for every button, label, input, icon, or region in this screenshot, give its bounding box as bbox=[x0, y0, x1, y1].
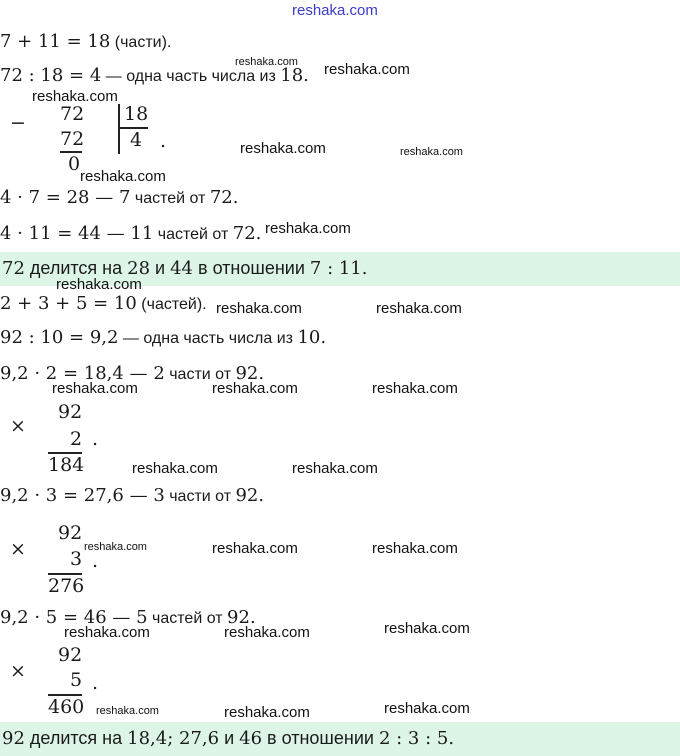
watermark: reshaka.com bbox=[265, 220, 351, 237]
mult2-top: 92 bbox=[58, 522, 83, 544]
answer-text-2: 92 делится на 18,4; 27,6 и 46 в отношении 2 : 3 : 5. bbox=[2, 728, 455, 749]
mult1-top: 92 bbox=[58, 401, 83, 423]
division-subtrahend: 72 bbox=[60, 128, 85, 150]
watermark: reshaka.com bbox=[235, 56, 298, 68]
mult3-sign: × bbox=[10, 660, 26, 682]
watermark: reshaka.com bbox=[224, 624, 310, 641]
mult2-result: 276 bbox=[48, 575, 85, 597]
division-quotient: 4 bbox=[130, 129, 143, 151]
mult3-top: 92 bbox=[58, 644, 83, 666]
mult3-result: 460 bbox=[48, 696, 85, 718]
watermark: reshaka.com bbox=[80, 168, 166, 185]
line-seven-parts: 4 · 7 = 28 — 7 частей от 72. bbox=[0, 187, 239, 208]
watermark: reshaka.com bbox=[324, 61, 410, 78]
watermark: reshaka.com bbox=[96, 705, 159, 717]
line-eleven-parts: 4 · 11 = 44 — 11 частей от 72. bbox=[0, 223, 262, 244]
watermark: reshaka.com bbox=[132, 460, 218, 477]
division-divider-line bbox=[118, 104, 120, 154]
watermark: reshaka.com bbox=[224, 704, 310, 721]
mult1-result: 184 bbox=[48, 454, 85, 476]
line-five-parts: 9,2 · 5 = 46 — 5 частей от 92. bbox=[0, 607, 256, 628]
mult1-bottom: 2 bbox=[70, 428, 83, 450]
watermark: reshaka.com bbox=[212, 540, 298, 557]
line-two-parts: 9,2 · 2 = 18,4 — 2 части от 92. bbox=[0, 363, 265, 384]
line-one-part-92: 92 : 10 = 9,2 — одна часть числа из 10. bbox=[0, 327, 327, 348]
mult2-dot: . bbox=[92, 550, 99, 572]
mult2-sign: × bbox=[10, 538, 26, 560]
watermark: reshaka.com bbox=[384, 700, 470, 717]
watermark: reshaka.com bbox=[216, 300, 302, 317]
watermark: reshaka.com bbox=[376, 300, 462, 317]
line-sum-parts-2: 2 + 3 + 5 = 10 (частей). bbox=[0, 293, 207, 314]
watermark: reshaka.com bbox=[64, 624, 150, 641]
answer-box-2 bbox=[0, 722, 680, 756]
watermark: reshaka.com bbox=[56, 276, 142, 293]
mult3-bottom: 5 bbox=[70, 669, 83, 691]
division-remainder: 0 bbox=[68, 153, 81, 175]
watermark: reshaka.com bbox=[372, 540, 458, 557]
division-minus-sign: − bbox=[10, 112, 26, 134]
watermark: reshaka.com bbox=[52, 380, 138, 397]
watermark: reshaka.com bbox=[84, 541, 147, 553]
watermark: reshaka.com bbox=[292, 460, 378, 477]
watermark: reshaka.com bbox=[372, 380, 458, 397]
line-one-part-72: 72 : 18 = 4 — одна часть числа из 18. bbox=[0, 65, 309, 86]
watermark: reshaka.com bbox=[212, 380, 298, 397]
division-dot: . bbox=[160, 130, 167, 152]
line-three-parts: 9,2 · 3 = 27,6 — 3 части от 92. bbox=[0, 485, 265, 506]
mult1-dot: . bbox=[92, 428, 99, 450]
watermark: reshaka.com bbox=[400, 146, 463, 158]
watermark: reshaka.com bbox=[384, 620, 470, 637]
watermark-top[interactable]: reshaka.com bbox=[292, 2, 378, 19]
mult2-bottom: 3 bbox=[70, 548, 83, 570]
division-dividend: 72 bbox=[60, 103, 85, 125]
watermark: reshaka.com bbox=[240, 140, 326, 157]
mult1-sign: × bbox=[10, 415, 26, 437]
watermark: reshaka.com bbox=[32, 88, 118, 105]
answer-text-1: 72 делится на 28 и 44 в отношении 7 : 11. bbox=[2, 258, 368, 279]
division-divisor: 18 bbox=[124, 103, 149, 125]
line-sum-parts-1: 7 + 11 = 18 (части). bbox=[0, 31, 172, 52]
mult3-dot: . bbox=[92, 672, 99, 694]
